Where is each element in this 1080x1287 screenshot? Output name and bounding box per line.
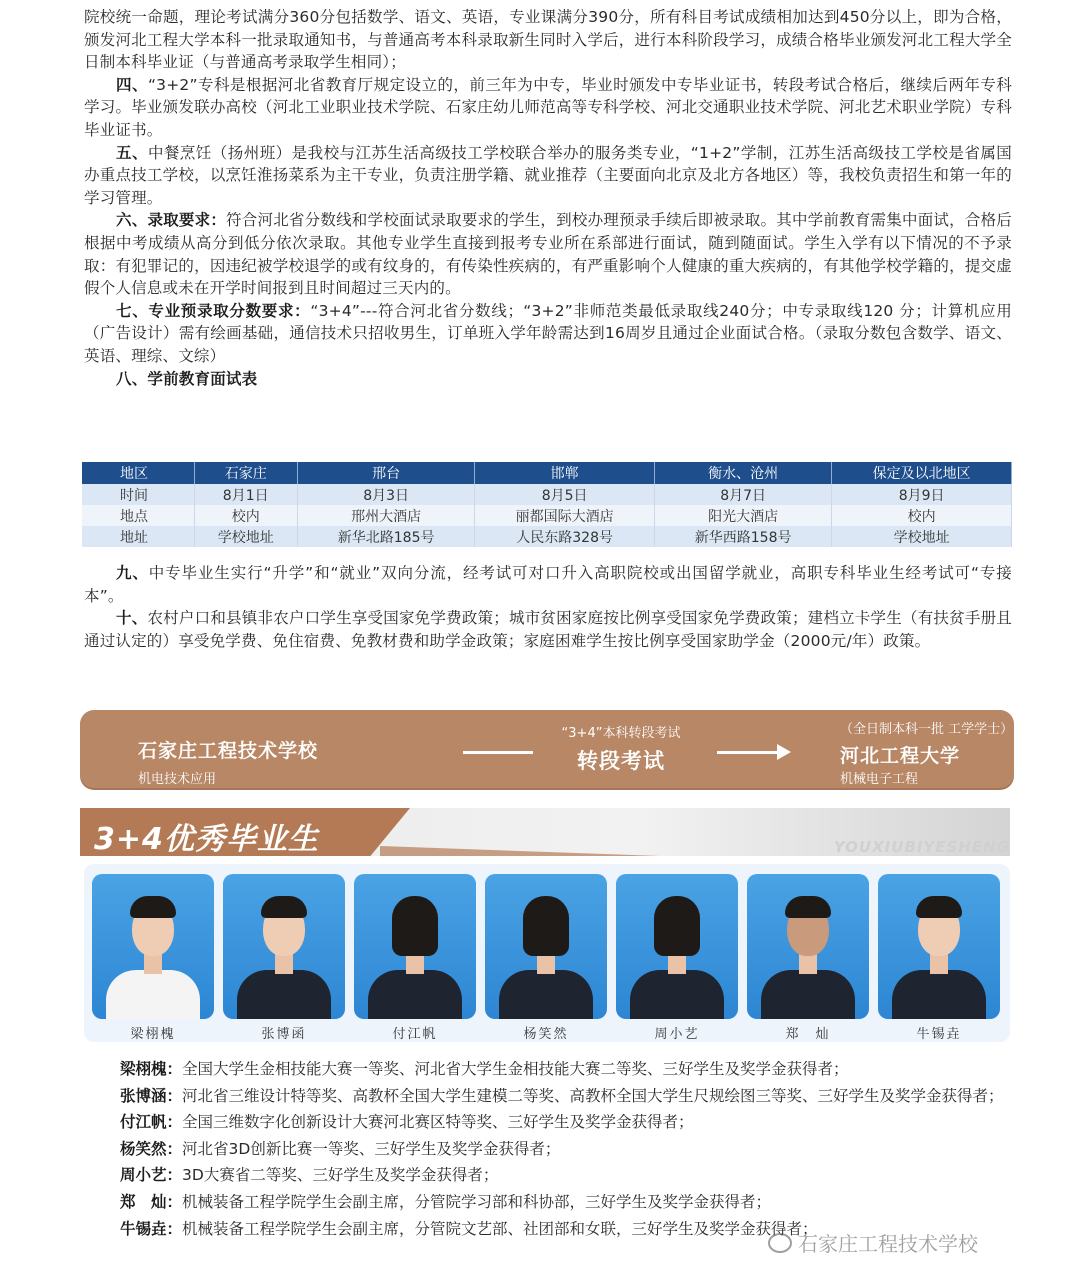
graduate-card bbox=[747, 874, 869, 1042]
table-cell: 8月7日 bbox=[654, 484, 831, 505]
table-cell: 学校地址 bbox=[832, 526, 1012, 547]
graduate-card bbox=[92, 874, 214, 1042]
paragraph-8: 八、学前教育面试表 bbox=[116, 369, 258, 388]
table-header: 地区 bbox=[82, 462, 194, 484]
award-item: 周小艺：3D大赛省二等奖、三好学生及奖学金获得者； bbox=[120, 1166, 499, 1185]
table-header-row bbox=[82, 462, 1012, 484]
awards-list bbox=[84, 1056, 1012, 1242]
transfer-flow-banner bbox=[80, 710, 1014, 788]
table-cell: 学校地址 bbox=[194, 526, 297, 547]
table-cell: 8月1日 bbox=[194, 484, 297, 505]
graduate-gallery bbox=[84, 864, 1010, 1042]
graduate-card bbox=[485, 874, 607, 1042]
table-cell: 8月5日 bbox=[475, 484, 655, 505]
graduate-card bbox=[354, 874, 476, 1042]
flow-arrow-line bbox=[717, 751, 779, 754]
flow-line bbox=[463, 751, 533, 754]
paragraph-9: 九、中专毕业生实行“升学”和“就业”双向分流，经考试可对口升入高职院校或出国留学就业，高职专科毕业生经考试可“专接本”。 bbox=[84, 564, 1012, 605]
award-item: 付江帆：全国三维数字化创新设计大赛河北赛区特等奖、三好学生及奖学金获得者； bbox=[120, 1113, 694, 1132]
exam-block bbox=[536, 722, 706, 775]
section-title: 3+4优秀毕业生 bbox=[94, 822, 319, 857]
table-cell: 新华西路158号 bbox=[654, 526, 831, 547]
arrow-right-icon bbox=[777, 744, 791, 760]
table-header: 邯郸 bbox=[475, 462, 655, 484]
table-header: 衡水、沧州 bbox=[654, 462, 831, 484]
table-cell: 8月9日 bbox=[832, 484, 1012, 505]
to-school-block bbox=[840, 718, 1013, 791]
graduate-name: 张博函 bbox=[261, 1027, 307, 1042]
from-school-block bbox=[138, 736, 318, 787]
paragraph-6: 六、录取要求：符合河北省分数线和学校面试录取要求的学生，到校办理预录手续后即被录取。其中学前教育需集中面试，合格后根据中考成绩从高分到低分依次录取。其他专业学生直接到报考专业所在系部进行面试，随到随面试。学生入学有以下情况的不予录取：有犯罪记的，因违纪被学校退学的或有纹身的，有传染性疾病的，有严重影响个人健康的重大疾病的，有其他学校学籍的，提交虚假个人信息或未在开学时间报到且时间超过三天内的。 bbox=[84, 211, 1012, 298]
portrait-photo bbox=[878, 874, 1000, 1019]
award-item: 梁栩槐：全国大学生金相技能大赛一等奖、河北省大学生金相技能大赛二等奖、三好学生及奖学金获得者； bbox=[120, 1060, 849, 1078]
section-banner bbox=[80, 808, 1010, 856]
graduate-name: 付江帆 bbox=[392, 1027, 438, 1042]
graduate-name: 郑 灿 bbox=[785, 1027, 831, 1042]
to-major: 机械电子工程 bbox=[840, 772, 919, 787]
award-item: 张博涵：河北省三维设计特等奖、高教杯全国大学生建模二等奖、高教杯全国大学生尺规绘图三等奖、三好学生及奖学金获得者； bbox=[120, 1086, 1004, 1105]
paragraph-4: 四、“3+2”专科是根据河北省教育厅规定设立的，前三年为中专，毕业时颁发中专毕业证书，转段考试合格后，继续后两年专科学习。毕业颁发联办高校（河北工业职业技术学院、石家庄幼儿师范高等专科学校、河北交通职业技术学院、河北艺术职业学院）专科毕业证书。 bbox=[84, 75, 1012, 139]
portrait-photo bbox=[747, 874, 869, 1019]
policy-text bbox=[84, 6, 1012, 390]
paragraph-5: 五、中餐烹饪（扬州班）是我校与江苏生活高级技工学校联合举办的服务类专业，“1+2”学制，江苏生活高级技工学校是省属国办重点技工学校，以烹饪淮扬菜系为主干专业，负责注册学籍、就业推荐（主要面向北京及北方各地区）等，我校负责招生和第一年的学习管理。 bbox=[84, 143, 1012, 207]
award-item: 牛锡垚：机械装备工程学院学生会副主席，分管院文艺部、社团部和女联，三好学生及奖学金获得者； bbox=[120, 1219, 818, 1238]
portrait-photo bbox=[92, 874, 214, 1019]
table-cell: 人民东路328号 bbox=[475, 526, 655, 547]
exam-caption: “3+4”本科转段考试 bbox=[561, 726, 681, 741]
table-cell: 校内 bbox=[194, 505, 297, 526]
table-header: 邢台 bbox=[297, 462, 474, 484]
graduate-card bbox=[878, 874, 1000, 1042]
portrait-photo bbox=[616, 874, 738, 1019]
portrait-photo bbox=[223, 874, 345, 1019]
table-header: 石家庄 bbox=[194, 462, 297, 484]
award-item: 杨笑然：河北省3D创新比赛一等奖、三好学生及奖学金获得者； bbox=[120, 1139, 561, 1158]
wechat-icon bbox=[768, 1233, 792, 1253]
table-cell: 阳光大酒店 bbox=[654, 505, 831, 526]
interview-table bbox=[82, 462, 1012, 547]
table-cell: 时间 bbox=[82, 484, 194, 505]
paragraph-10: 十、农村户口和县镇非农户口学生享受国家免学费政策；城市贫困家庭按比例享受国家免学费政策；建档立卡学生（有扶贫手册且通过认定的）享受免学费、免住宿费、免教材费和助学金政策；家庭困难学生按比例享受国家助学金（2000元/年）政策。 bbox=[84, 609, 1012, 650]
table-row bbox=[82, 484, 1012, 505]
to-school: 河北工程大学 bbox=[840, 745, 961, 767]
table-cell: 地点 bbox=[82, 505, 194, 526]
table-cell: 8月3日 bbox=[297, 484, 474, 505]
graduate-name: 杨笑然 bbox=[523, 1027, 569, 1042]
table-header: 保定及以北地区 bbox=[832, 462, 1012, 484]
award-item: 郑 灿：机械装备工程学院学生会副主席，分管院学习部和科协部，三好学生及奖学金获得者； bbox=[120, 1192, 772, 1211]
exam-title: 转段考试 bbox=[577, 749, 665, 773]
table-cell: 新华北路185号 bbox=[297, 526, 474, 547]
watermark-text: 石家庄工程技术学校 bbox=[798, 1232, 978, 1256]
portrait-photo bbox=[485, 874, 607, 1019]
graduate-name: 牛锡垚 bbox=[916, 1027, 962, 1042]
paragraph-3: 院校统一命题，理论考试满分360分包括数学、语文、英语，专业课满分390分，所有科目考试成绩相加达到450分以上，即为合格，颁发河北工程大学本科一批录取通知书，与普通高考本科录取新生同时入学后，进行本科阶段学习，成绩合格毕业颁发河北工程大学全日制本科毕业证（与普通高考录取学生相同）； bbox=[84, 8, 1012, 72]
table-row bbox=[82, 526, 1012, 547]
graduate-card bbox=[616, 874, 738, 1042]
graduate-card bbox=[223, 874, 345, 1042]
graduate-name: 周小艺 bbox=[654, 1027, 700, 1042]
table-cell: 丽都国际大酒店 bbox=[475, 505, 655, 526]
paragraph-7: 七、专业预录取分数要求：“3+4”---符合河北省分数线；“3+2”非师范类最低录取线240分；中专录取线120 分；计算机应用（广告设计）需有绘画基础，通信技术只招收男生，订单班入学年龄需达到16周岁且通过企业面试合格。（录取分数包含数学、语文、英语、理综、文综） bbox=[84, 301, 1012, 365]
table-row bbox=[82, 505, 1012, 526]
from-school: 石家庄工程技术学校 bbox=[138, 740, 319, 762]
portrait-photo bbox=[354, 874, 476, 1019]
to-caption: （全日制本科一批 工学学士） bbox=[840, 722, 1014, 737]
table-cell: 地址 bbox=[82, 526, 194, 547]
table-cell: 邢州大酒店 bbox=[297, 505, 474, 526]
table-cell: 校内 bbox=[832, 505, 1012, 526]
policy-text-2 bbox=[84, 562, 1012, 652]
from-major: 机电技术应用 bbox=[138, 772, 217, 787]
section-subtitle: YOUXIUBIYESHENG bbox=[833, 838, 1010, 856]
graduate-name: 梁栩槐 bbox=[130, 1027, 176, 1042]
watermark bbox=[768, 1228, 978, 1257]
